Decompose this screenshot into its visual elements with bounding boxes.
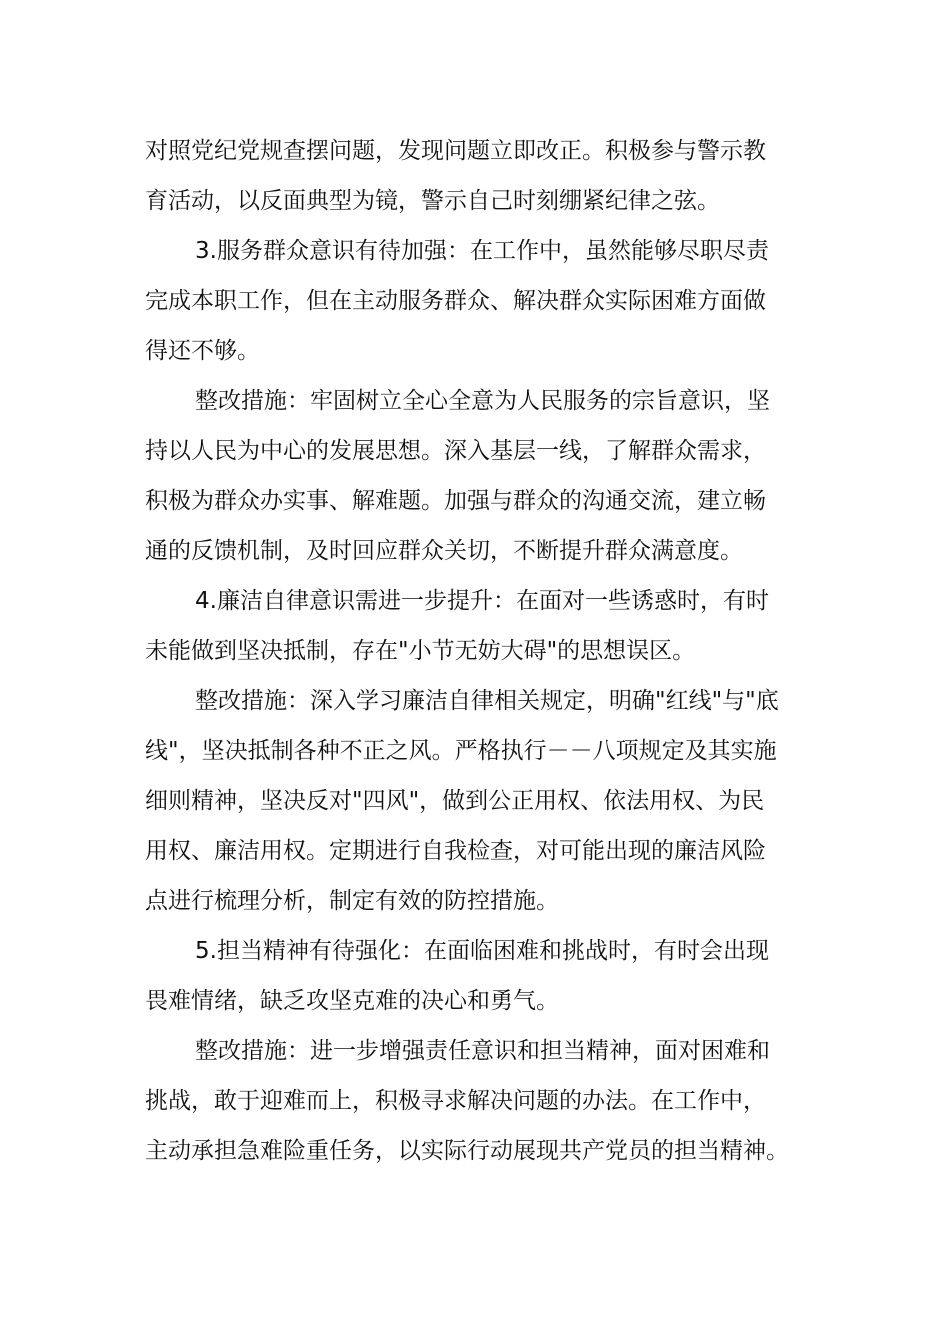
text-line: 积极为群众办实事、解难题。加强与群众的沟通交流，建立畅 xyxy=(145,488,766,514)
text-line: 线"，坚决抵制各种不正之风。严格执行－－八项规定及其实施 xyxy=(145,738,777,764)
text-line: 挑战，敢于迎难而上，积极寻求解决问题的办法。在工作中， xyxy=(145,1088,766,1114)
paragraph-issue-5-responsibility xyxy=(145,926,825,1026)
paragraph-measure-3 xyxy=(145,376,825,576)
paragraph-discipline-continuation xyxy=(145,126,825,226)
text-line: 主动承担急难险重任务，以实际行动展现共产党员的担当精神。 xyxy=(145,1138,789,1164)
paragraph-measure-4 xyxy=(145,676,825,926)
text-line: 整改措施：深入学习廉洁自律相关规定，明确"红线"与"底 xyxy=(195,688,779,714)
paragraph-issue-3-service xyxy=(145,226,825,376)
text-line: 4.廉洁自律意识需进一步提升：在面对一些诱惑时，有时 xyxy=(195,588,769,614)
text-line: 对照党纪党规查摆问题，发现问题立即改正。积极参与警示教 xyxy=(145,138,766,164)
text-line: 5.担当精神有待强化：在面临困难和挑战时，有时会出现 xyxy=(195,938,769,964)
text-line: 通的反馈机制，及时回应群众关切，不断提升群众满意度。 xyxy=(145,538,743,564)
paragraph-issue-4-integrity xyxy=(145,576,825,676)
text-line: 整改措施：进一步增强责任意识和担当精神，面对困难和 xyxy=(195,1038,770,1064)
text-line: 得还不够。 xyxy=(145,338,260,364)
text-line: 育活动，以反面典型为镜，警示自己时刻绷紧纪律之弦。 xyxy=(145,188,720,214)
text-line: 点进行梳理分析，制定有效的防控措施。 xyxy=(145,888,559,914)
text-line: 持以人民为中心的发展思想。深入基层一线，了解群众需求， xyxy=(145,438,766,464)
text-line: 用权、廉洁用权。定期进行自我检查，对可能出现的廉洁风险 xyxy=(145,838,766,864)
paragraph-measure-5 xyxy=(145,1026,825,1176)
text-line: 整改措施：牢固树立全心全意为人民服务的宗旨意识，坚 xyxy=(195,388,770,414)
text-line: 细则精神，坚决反对"四风"，做到公正用权、依法用权、为民 xyxy=(145,788,765,814)
text-line: 3.服务群众意识有待加强：在工作中，虽然能够尽职尽责 xyxy=(195,238,769,264)
document-body xyxy=(145,126,825,1176)
text-line: 完成本职工作，但在主动服务群众、解决群众实际困难方面做 xyxy=(145,288,766,314)
text-line: 未能做到坚决抵制，存在"小节无妨大碍"的思想误区。 xyxy=(145,638,696,664)
text-line: 畏难情绪，缺乏攻坚克难的决心和勇气。 xyxy=(145,988,559,1014)
